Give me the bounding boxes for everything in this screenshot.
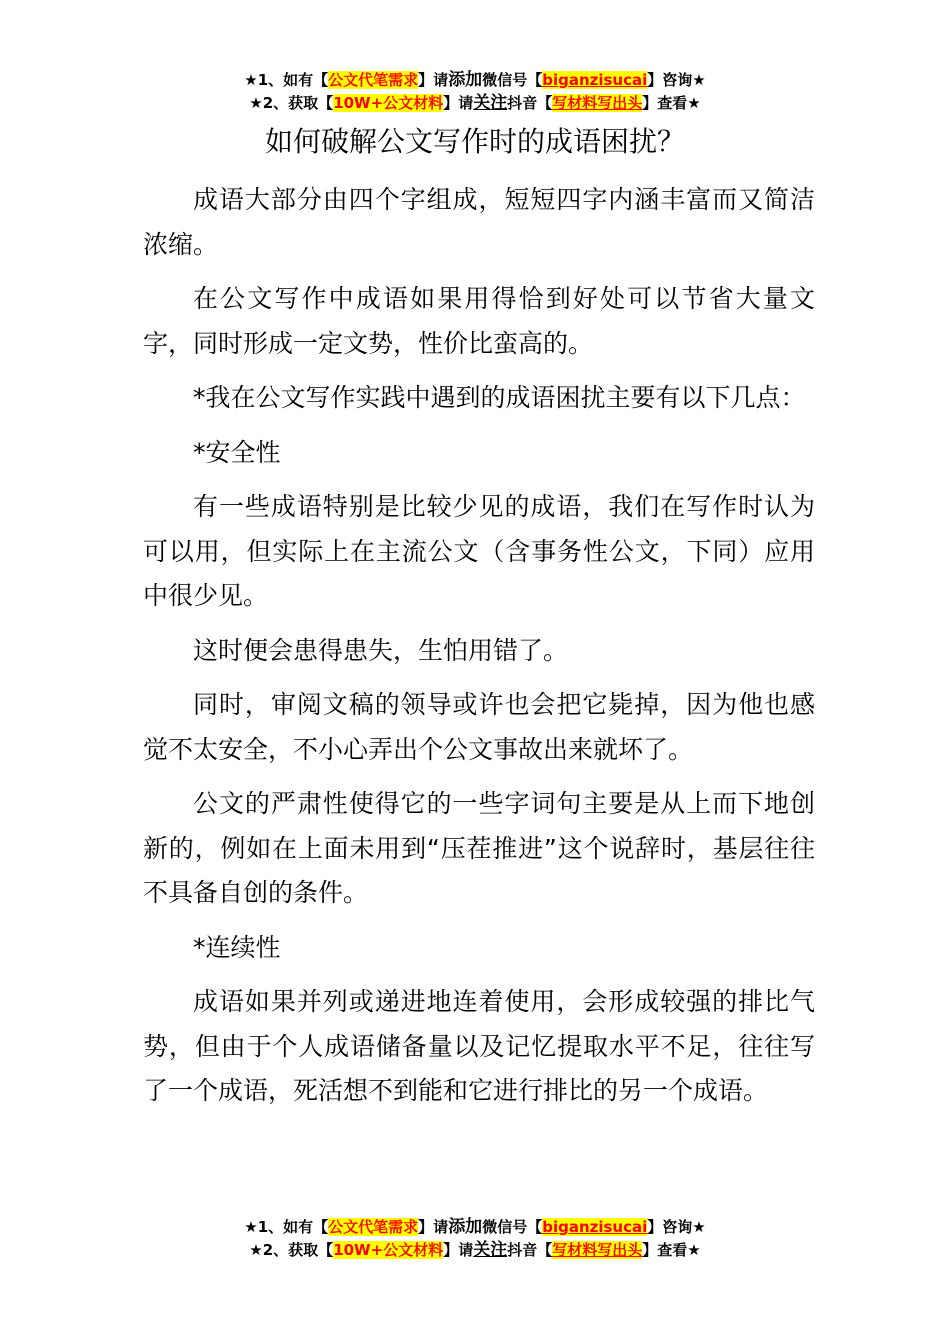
- promo-highlight-materials: 10W+公文材料: [333, 1241, 444, 1259]
- star-icon: ★: [692, 71, 706, 89]
- promo-wechat-id[interactable]: biganzisucai: [542, 1218, 648, 1236]
- promo-line-2: [0, 92, 950, 115]
- star-icon: ★: [692, 1218, 706, 1236]
- section-heading-safety: *安全性: [193, 437, 281, 467]
- promo-highlight-service: 公文代笔需求: [328, 1218, 419, 1236]
- promo-text: 】查看: [642, 1241, 688, 1259]
- promo-text: 】请: [418, 1218, 449, 1236]
- promo-text: 2、获取【: [262, 94, 334, 112]
- promo-text: 微信号【: [482, 1218, 543, 1236]
- star-icon: ★: [687, 1241, 701, 1259]
- paragraph: 公文的严肃性使得它的一些字词句主要是从上而下地创新的，例如在上面未用到“压茬推进”这个说辞时，基层往往不具备自创的条件。: [143, 789, 815, 907]
- document-body: [143, 178, 815, 1124]
- star-icon: ★: [244, 1218, 258, 1236]
- promo-emphasis: 关注: [473, 1240, 508, 1260]
- promo-wechat-id[interactable]: biganzisucai: [542, 71, 648, 89]
- star-icon: ★: [249, 1241, 263, 1259]
- promo-banner-bottom: [0, 1216, 950, 1262]
- star-icon: ★: [249, 94, 263, 112]
- paragraph: 这时便会患得患失，生怕用错了。: [193, 635, 569, 665]
- promo-douyin-account[interactable]: 写材料写出头: [552, 94, 643, 112]
- promo-line-2: [0, 1239, 950, 1262]
- promo-douyin-account[interactable]: 写材料写出头: [552, 1241, 643, 1259]
- promo-text: 】请: [443, 1241, 474, 1259]
- promo-text: 】咨询: [647, 71, 693, 89]
- promo-text: 抖音【: [507, 1241, 553, 1259]
- promo-line-1: [0, 69, 950, 92]
- promo-text: 2、获取【: [262, 1241, 334, 1259]
- promo-text: 抖音【: [507, 94, 553, 112]
- star-icon: ★: [244, 71, 258, 89]
- section-heading-continuity: *连续性: [193, 932, 281, 962]
- star-icon: ★: [687, 94, 701, 112]
- promo-highlight-service: 公文代笔需求: [328, 71, 419, 89]
- promo-banner-top: [0, 69, 950, 115]
- paragraph: 成语如果并列或递进地连着使用，会形成较强的排比气势，但由于个人成语储备量以及记忆提取水平不足，往往写了一个成语，死活想不到能和它进行排比的另一个成语。: [143, 987, 815, 1105]
- paragraph: 有一些成语特别是比较少见的成语，我们在写作时认为可以用，但实际上在主流公文（含事务性公文，下同）应用中很少见。: [143, 492, 815, 610]
- promo-text: 】请: [418, 71, 449, 89]
- promo-text: 微信号【: [482, 71, 543, 89]
- paragraph: 同时，审阅文稿的领导或许也会把它毙掉，因为他也感觉不太安全，不小心弄出个公文事故出来就坏了。: [143, 690, 815, 764]
- promo-text: 】请: [443, 94, 474, 112]
- promo-text: 】查看: [642, 94, 688, 112]
- paragraph: 在公文写作中成语如果用得恰到好处可以节省大量文字，同时形成一定文势，性价比蛮高的。: [143, 284, 815, 358]
- promo-emphasis: 添加: [448, 70, 483, 90]
- promo-highlight-materials: 10W+公文材料: [333, 94, 444, 112]
- page-title: 如何破解公文写作时的成语困扰？: [264, 125, 685, 158]
- promo-text: 1、如有【: [257, 1218, 329, 1236]
- paragraph: 成语大部分由四个字组成，短短四字内涵丰富而又简洁浓缩。: [143, 185, 815, 259]
- promo-text: 1、如有【: [257, 71, 329, 89]
- promo-emphasis: 添加: [448, 1217, 483, 1237]
- promo-emphasis: 关注: [473, 93, 508, 113]
- promo-line-1: [0, 1216, 950, 1239]
- paragraph: *我在公文写作实践中遇到的成语困扰主要有以下几点：: [193, 383, 806, 412]
- promo-text: 】咨询: [647, 1218, 693, 1236]
